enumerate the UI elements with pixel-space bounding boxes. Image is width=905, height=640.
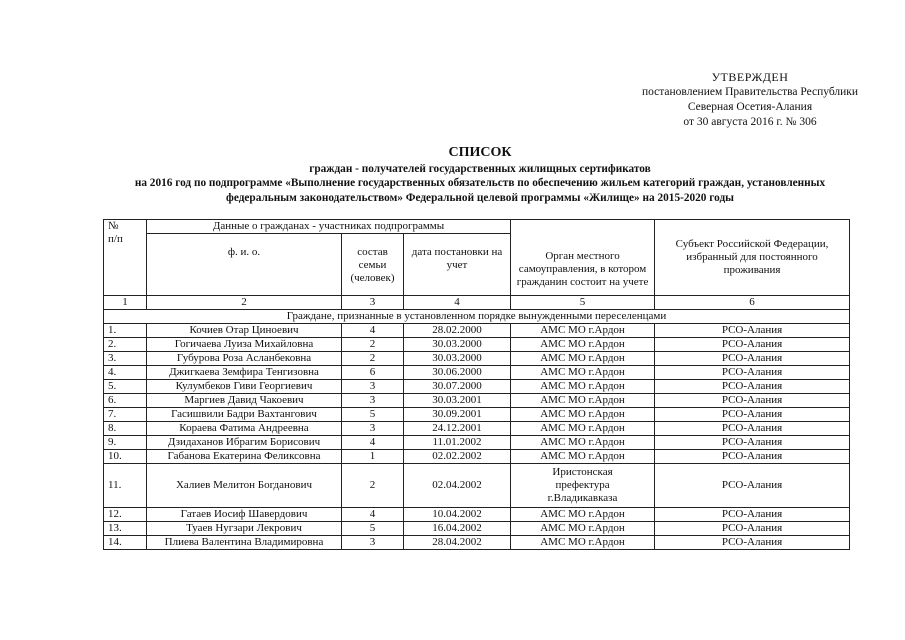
row-date: 30.07.2000 [404, 380, 511, 394]
row-date: 16.04.2002 [404, 522, 511, 536]
row-number: 6. [104, 394, 147, 408]
table-row [104, 380, 850, 394]
header-number [104, 220, 147, 296]
row-fio: Дзидаханов Ибрагим Борисович [147, 436, 342, 450]
title-line-3: федеральным законодательством» Федеральной целевой программы «Жилище» на 2015-2020 годы [226, 191, 734, 204]
row-date: 24.12.2001 [404, 422, 511, 436]
row-organ: АМС МО г.Ардон [511, 436, 655, 450]
row-number: 7. [104, 408, 147, 422]
row-number: 3. [104, 352, 147, 366]
row-fio: Халиев Мелитон Богданович [147, 464, 342, 508]
table-row [104, 338, 850, 352]
row-subject: РСО-Алания [655, 522, 850, 536]
table-row [104, 324, 850, 338]
section-title: Граждане, признанные в установленном порядке вынужденными переселенцами [104, 310, 850, 324]
col-number-5: 5 [511, 296, 655, 310]
row-date: 30.03.2000 [404, 352, 511, 366]
row-subject: РСО-Алания [655, 536, 850, 550]
row-family: 5 [342, 408, 404, 422]
row-subject: РСО-Алания [655, 508, 850, 522]
table-row [104, 436, 850, 450]
table-row [104, 536, 850, 550]
row-number: 4. [104, 366, 147, 380]
row-date: 28.04.2002 [404, 536, 511, 550]
row-subject: РСО-Алания [655, 324, 850, 338]
table-row [104, 408, 850, 422]
row-number: 11. [104, 464, 147, 508]
row-date: 30.06.2000 [404, 366, 511, 380]
row-date: 30.03.2000 [404, 338, 511, 352]
title-main: СПИСОК [448, 145, 512, 160]
row-date: 02.04.2002 [404, 464, 511, 508]
row-subject: РСО-Алания [655, 352, 850, 366]
row-subject: РСО-Алания [655, 464, 850, 508]
row-number: 14. [104, 536, 147, 550]
row-fio: Габанова Екатерина Феликсовна [147, 450, 342, 464]
row-number: 12. [104, 508, 147, 522]
row-organ: АМС МО г.Ардон [511, 324, 655, 338]
row-number: 8. [104, 422, 147, 436]
row-family: 3 [342, 422, 404, 436]
row-organ: АМС МО г.Ардон [511, 366, 655, 380]
row-organ: Иристонская префектура г.Владикавказа [511, 464, 655, 508]
row-subject: РСО-Алания [655, 436, 850, 450]
column-number-row [104, 296, 850, 310]
row-subject: РСО-Алания [655, 380, 850, 394]
document-title [40, 146, 905, 205]
row-family: 4 [342, 508, 404, 522]
title-line-2: на 2016 год по подпрограмме «Выполнение государственных обязательств по обеспечению жильем категорий граждан, установленных [134, 177, 826, 189]
col-number-6: 6 [655, 296, 850, 310]
approval-line-2: Северная Осетия-Алания [687, 101, 813, 113]
row-organ: АМС МО г.Ардон [511, 352, 655, 366]
table-row [104, 422, 850, 436]
header-number-abbr: п/п [108, 233, 123, 245]
row-organ: АМС МО г.Ардон [511, 536, 655, 550]
row-family: 3 [342, 380, 404, 394]
table-row [104, 352, 850, 366]
row-fio: Маргиев Давид Чакоевич [147, 394, 342, 408]
approval-line-3: от 30 августа 2016 г. № 306 [683, 116, 817, 128]
row-organ: АМС МО г.Ардон [511, 508, 655, 522]
row-subject: РСО-Алания [655, 338, 850, 352]
row-family: 2 [342, 352, 404, 366]
row-fio: Кочиев Отар Циноевич [147, 324, 342, 338]
table-row [104, 464, 850, 508]
row-family: 3 [342, 394, 404, 408]
row-subject: РСО-Алания [655, 408, 850, 422]
header-subject: Субъект Российской Федерации, избранный для постоянного проживания [655, 220, 850, 296]
row-fio: Туаев Нугзари Лекрович [147, 522, 342, 536]
row-family: 4 [342, 324, 404, 338]
row-family: 2 [342, 464, 404, 508]
header-organ: Орган местного самоуправления, в котором гражданин состоит на учете [511, 220, 655, 296]
row-date: 30.03.2001 [404, 394, 511, 408]
section-row [104, 310, 850, 324]
row-organ: АМС МО г.Ардон [511, 522, 655, 536]
row-organ: АМС МО г.Ардон [511, 450, 655, 464]
row-number: 1. [104, 324, 147, 338]
row-family: 6 [342, 366, 404, 380]
row-number: 5. [104, 380, 147, 394]
table-row [104, 450, 850, 464]
row-family: 5 [342, 522, 404, 536]
table-row [104, 508, 850, 522]
row-family: 2 [342, 338, 404, 352]
header-number-symbol: № [108, 220, 119, 232]
table-body [104, 220, 850, 550]
col-number-4: 4 [404, 296, 511, 310]
col-number-2: 2 [147, 296, 342, 310]
header-date: дата постановки на учет [404, 234, 511, 296]
row-organ: АМС МО г.Ардон [511, 408, 655, 422]
row-fio: Джигкаева Земфира Тенгизовна [147, 366, 342, 380]
row-number: 13. [104, 522, 147, 536]
approval-heading: УТВЕРЖДЕН [711, 70, 789, 84]
header-group: Данные о гражданах - участниках подпрограммы [147, 220, 511, 234]
approval-line-1: постановлением Правительства Республики [641, 86, 859, 98]
row-family: 3 [342, 536, 404, 550]
row-date: 02.02.2002 [404, 450, 511, 464]
approval-block [600, 70, 900, 130]
row-organ: АМС МО г.Ардон [511, 380, 655, 394]
header-fio: ф. и. о. [147, 234, 342, 296]
row-date: 28.02.2000 [404, 324, 511, 338]
row-date: 11.01.2002 [404, 436, 511, 450]
row-fio: Гатаев Иосиф Шавердович [147, 508, 342, 522]
header-family: состав семьи (человек) [342, 234, 404, 296]
row-subject: РСО-Алания [655, 394, 850, 408]
row-subject: РСО-Алания [655, 422, 850, 436]
row-number: 9. [104, 436, 147, 450]
row-subject: РСО-Алания [655, 366, 850, 380]
row-number: 10. [104, 450, 147, 464]
table-row [104, 522, 850, 536]
title-line-1: граждан - получателей государственных жилищных сертификатов [309, 162, 651, 175]
row-date: 10.04.2002 [404, 508, 511, 522]
row-subject: РСО-Алания [655, 450, 850, 464]
recipients-table [103, 219, 850, 550]
row-fio: Плиева Валентина Владимировна [147, 536, 342, 550]
row-date: 30.09.2001 [404, 408, 511, 422]
row-family: 1 [342, 450, 404, 464]
row-fio: Гогичаева Луиза Михайловна [147, 338, 342, 352]
table-row [104, 394, 850, 408]
row-family: 4 [342, 436, 404, 450]
row-organ: АМС МО г.Ардон [511, 338, 655, 352]
col-number-1: 1 [104, 296, 147, 310]
col-number-3: 3 [342, 296, 404, 310]
table-row [104, 366, 850, 380]
row-fio: Кулумбеков Гиви Георгиевич [147, 380, 342, 394]
header-row-1 [104, 220, 850, 234]
row-fio: Губурова Роза Асланбековна [147, 352, 342, 366]
row-organ: АМС МО г.Ардон [511, 422, 655, 436]
row-number: 2. [104, 338, 147, 352]
row-organ: АМС МО г.Ардон [511, 394, 655, 408]
row-fio: Гасишвили Бадри Вахтангович [147, 408, 342, 422]
row-fio: Кораева Фатима Андреевна [147, 422, 342, 436]
